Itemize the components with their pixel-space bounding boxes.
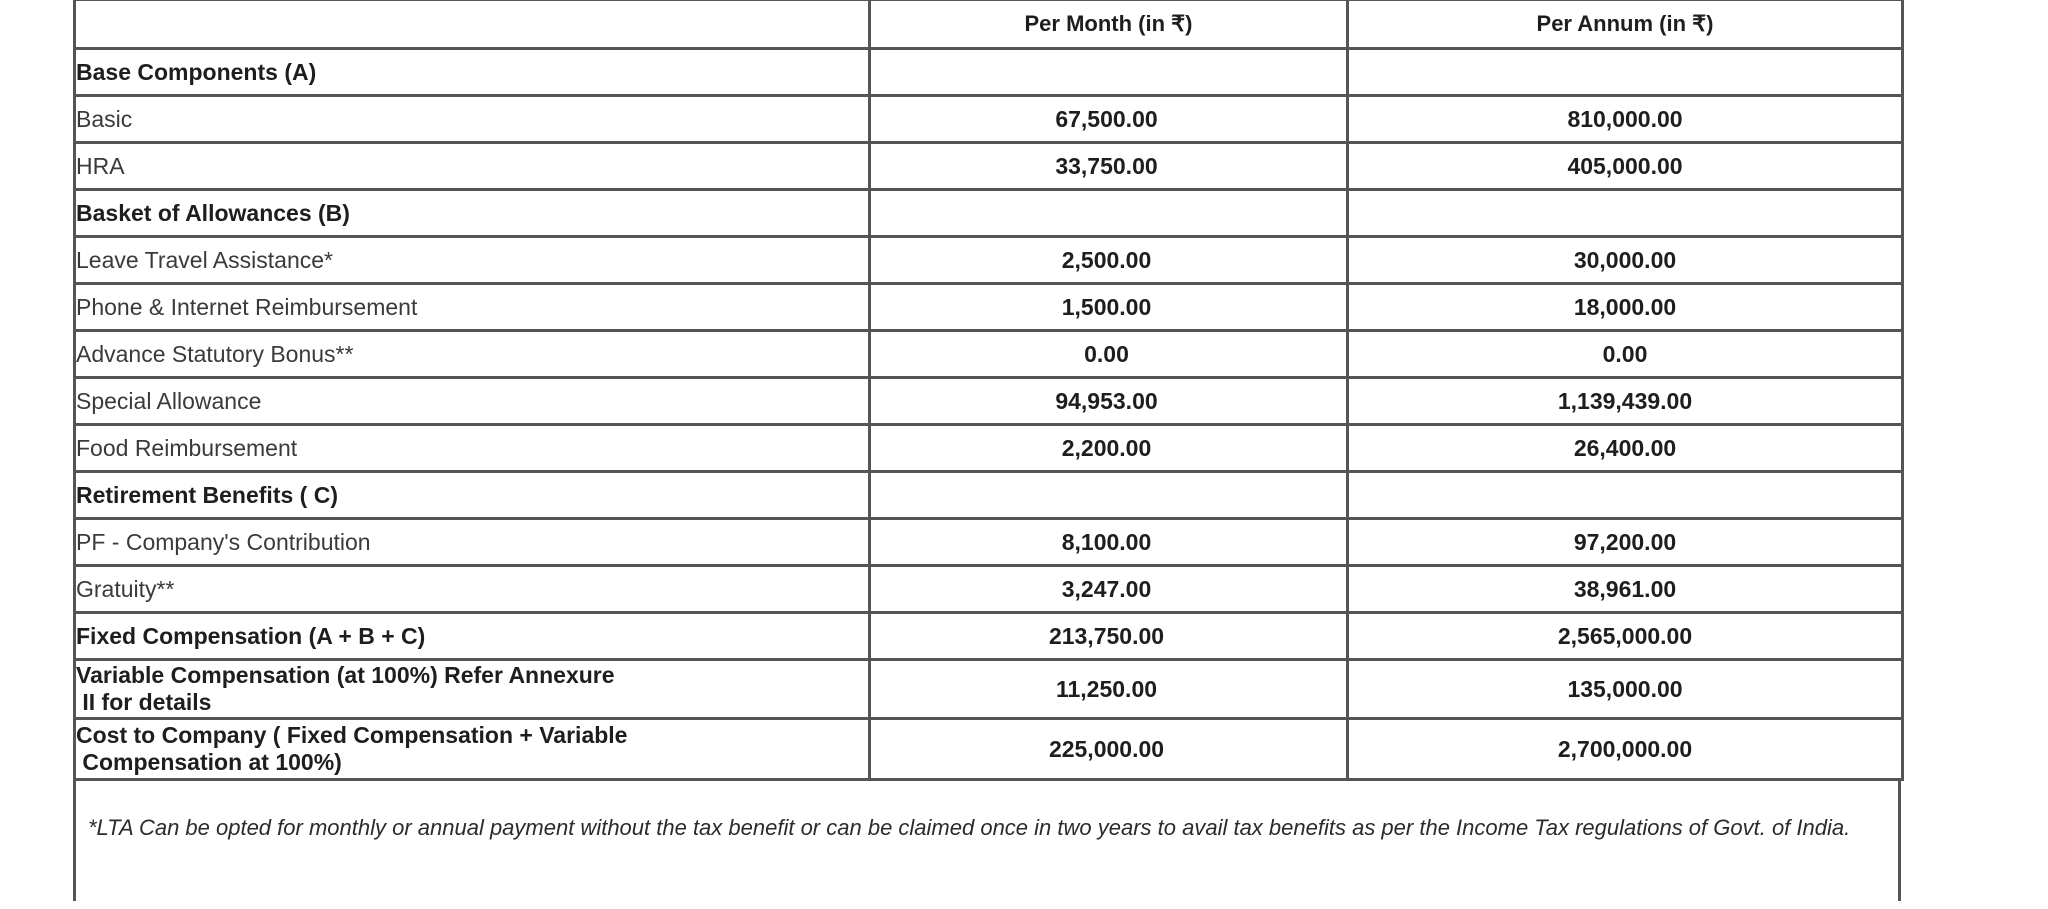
- total-row-fixed-compensation: [75, 613, 1903, 660]
- row-label-line-2: Compensation at 100%): [76, 749, 342, 775]
- lta-footnote: *LTA Can be opted for monthly or annual payment without the tax benefit or can be claimed once in two years to avail tax benefits as per the Income Tax regulations of Govt. of India.: [88, 815, 1851, 840]
- row-label: Special Allowance: [75, 378, 870, 425]
- per-month-value: 3,247.00: [870, 566, 1348, 613]
- per-annum-value: [1348, 190, 1903, 237]
- per-annum-value: 1,139,439.00: [1348, 378, 1903, 425]
- row-label: HRA: [75, 143, 870, 190]
- row-label-line-1: Variable Compensation (at 100%) Refer Annexure: [76, 662, 615, 688]
- row-label: Phone & Internet Reimbursement: [75, 284, 870, 331]
- row-label: Basket of Allowances (B): [75, 190, 870, 237]
- header-component: [75, 0, 870, 49]
- compensation-sheet: [73, 0, 1901, 901]
- per-annum-value: 2,700,000.00: [1348, 719, 1903, 780]
- per-month-value: [870, 472, 1348, 519]
- table-header-row: [75, 0, 1903, 49]
- per-annum-value: 26,400.00: [1348, 425, 1903, 472]
- per-month-value: 1,500.00: [870, 284, 1348, 331]
- total-row-cost-to-company: [75, 719, 1903, 780]
- per-annum-value: 38,961.00: [1348, 566, 1903, 613]
- per-annum-value: 30,000.00: [1348, 237, 1903, 284]
- table-row-gratuity: [75, 566, 1903, 613]
- total-row-variable-compensation: [75, 660, 1903, 719]
- per-month-value: [870, 190, 1348, 237]
- header-per-month: Per Month (in ₹): [870, 0, 1348, 49]
- per-month-value: 11,250.00: [870, 660, 1348, 719]
- per-annum-value: [1348, 49, 1903, 96]
- table-row-advance-statutory-bonus: [75, 331, 1903, 378]
- row-label: PF - Company's Contribution: [75, 519, 870, 566]
- table-row-food-reimbursement: [75, 425, 1903, 472]
- section-row-basket-of-allowances: [75, 190, 1903, 237]
- row-label: [75, 719, 870, 780]
- row-label: Base Components (A): [75, 49, 870, 96]
- per-month-value: 2,500.00: [870, 237, 1348, 284]
- per-annum-value: 135,000.00: [1348, 660, 1903, 719]
- row-label: Retirement Benefits ( C): [75, 472, 870, 519]
- per-month-value: 33,750.00: [870, 143, 1348, 190]
- table-row-pf-contribution: [75, 519, 1903, 566]
- per-month-value: [870, 49, 1348, 96]
- row-label: Basic: [75, 96, 870, 143]
- header-per-annum: Per Annum (in ₹): [1348, 0, 1903, 49]
- per-month-value: 8,100.00: [870, 519, 1348, 566]
- per-month-value: 213,750.00: [870, 613, 1348, 660]
- table-row-lta: [75, 237, 1903, 284]
- section-row-base-components: [75, 49, 1903, 96]
- row-label: Food Reimbursement: [75, 425, 870, 472]
- per-annum-value: 97,200.00: [1348, 519, 1903, 566]
- per-month-value: 0.00: [870, 331, 1348, 378]
- footnote-box: [73, 781, 1901, 901]
- per-annum-value: 0.00: [1348, 331, 1903, 378]
- per-annum-value: [1348, 472, 1903, 519]
- per-month-value: 67,500.00: [870, 96, 1348, 143]
- table-row-phone-internet: [75, 284, 1903, 331]
- row-label: Leave Travel Assistance*: [75, 237, 870, 284]
- row-label: Gratuity**: [75, 566, 870, 613]
- table-row-basic: [75, 96, 1903, 143]
- per-month-value: 94,953.00: [870, 378, 1348, 425]
- row-label: Fixed Compensation (A + B + C): [75, 613, 870, 660]
- section-row-retirement-benefits: [75, 472, 1903, 519]
- table-row-hra: [75, 143, 1903, 190]
- per-month-value: 2,200.00: [870, 425, 1348, 472]
- per-annum-value: 18,000.00: [1348, 284, 1903, 331]
- compensation-table: [73, 0, 1904, 781]
- table-row-special-allowance: [75, 378, 1903, 425]
- row-label: [75, 660, 870, 719]
- row-label: Advance Statutory Bonus**: [75, 331, 870, 378]
- per-month-value: 225,000.00: [870, 719, 1348, 780]
- per-annum-value: 810,000.00: [1348, 96, 1903, 143]
- row-label-line-2: II for details: [76, 689, 212, 715]
- per-annum-value: 405,000.00: [1348, 143, 1903, 190]
- row-label-line-1: Cost to Company ( Fixed Compensation + Variable: [76, 722, 628, 748]
- per-annum-value: 2,565,000.00: [1348, 613, 1903, 660]
